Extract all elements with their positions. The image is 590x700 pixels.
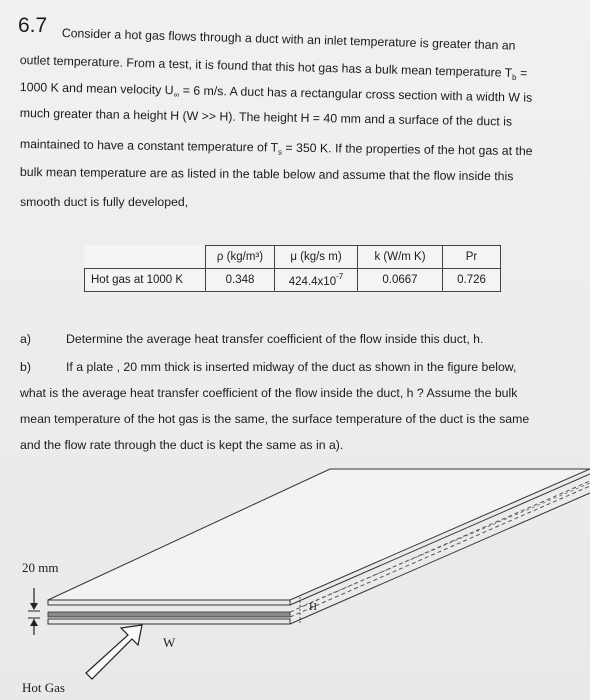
- problem-line-2: outlet temperature. From a test, it is found that this hot gas has a bulk mean temperature $T_b$ =: [19, 53, 528, 83]
- table-header-row: [85, 246, 501, 269]
- header-density: ρ (kg/m³): [206, 246, 275, 269]
- problem-line-3: 1000 K and mean velocity $U_\infty = 6$ m/s. A duct has a rectangular cross section with a width W is: [19, 80, 533, 105]
- question-b-line-3: mean temperature of the hot gas is the same, the surface temperature of the duct is the same: [20, 412, 530, 426]
- header-viscosity: μ (kg/s m): [275, 246, 358, 269]
- properties-table: [84, 245, 501, 292]
- question-b-line-4: and the flow rate through the duct is kept the same as in a).: [20, 438, 344, 452]
- problem-line-5: maintained to have a constant temperature of $T_s = 350$ K. If the properties of the hot gas at the: [19, 137, 533, 159]
- duct-top-plate: [48, 469, 590, 600]
- problem-line-7: smooth duct is fully developed,: [20, 195, 189, 209]
- cell-prandtl: 0.726: [443, 269, 501, 292]
- inserted-plate: [48, 612, 290, 617]
- flow-arrow: [86, 625, 142, 679]
- problem-number: 6.7: [18, 14, 48, 37]
- question-a-text: Determine the average heat transfer coefficient of the flow inside this duct, h.: [66, 332, 484, 346]
- question-b-label: b): [20, 360, 31, 374]
- header-empty: [85, 246, 206, 269]
- table-row: [85, 269, 501, 292]
- problem-line-6: bulk mean temperature are as listed in the table below and assume that the flow inside this: [19, 165, 514, 184]
- thickness-label: 20 mm: [22, 560, 59, 575]
- height-label: H: [309, 601, 317, 613]
- problem-line-1: Consider a hot gas flows through a duct with an inlet temperature is greater than an: [61, 26, 516, 53]
- header-prandtl: Pr: [443, 246, 501, 269]
- cell-conductivity: 0.0667: [358, 269, 443, 292]
- cell-density: 0.348: [206, 269, 275, 292]
- header-conductivity: k (W/m K): [358, 246, 443, 269]
- duct-bottom-plate: [48, 619, 290, 624]
- cell-viscosity: $424.4x10^{-7}$: [275, 269, 358, 292]
- duct-top-edge: [48, 600, 290, 605]
- question-a-label: a): [20, 332, 31, 346]
- duct-figure: [0, 455, 590, 700]
- question-b-line-1: If a plate , 20 mm thick is inserted midway of the duct as shown in the figure below,: [66, 360, 517, 374]
- problem-line-4: much greater than a height H (W >> H). The height H = 40 mm and a surface of the duct is: [19, 106, 513, 129]
- row-label: Hot gas at 1000 K: [85, 269, 206, 292]
- hot-gas-label: Hot Gas: [22, 680, 65, 695]
- thickness-arrows: [28, 588, 40, 635]
- width-label: W: [163, 635, 176, 650]
- question-b-line-2: what is the average heat transfer coefficient of the flow inside the duct, h ? Assume the bulk: [20, 386, 518, 400]
